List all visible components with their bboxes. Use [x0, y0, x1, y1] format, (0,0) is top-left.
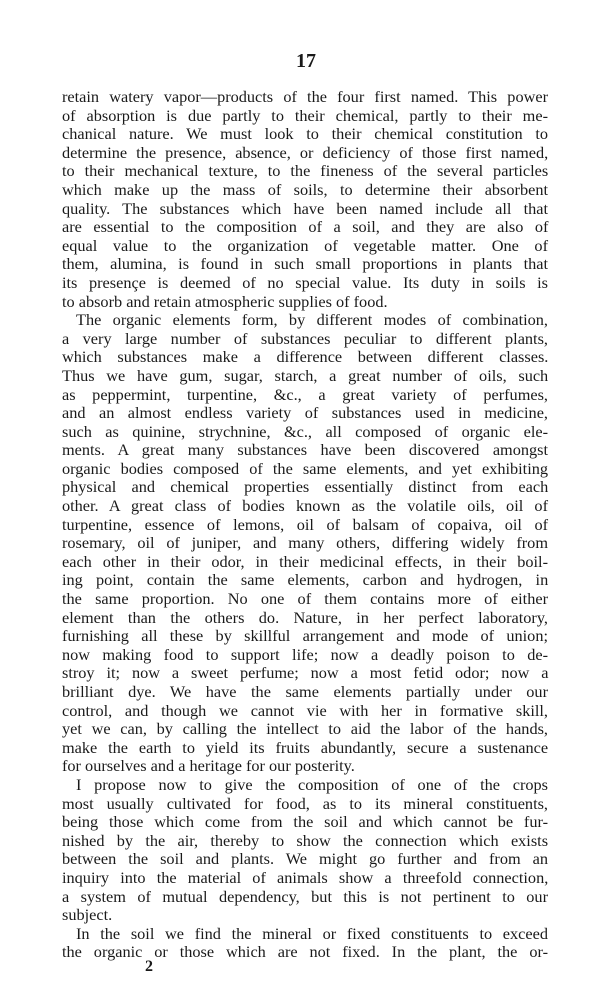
text-line: The organic elements form, by different modes of combination,	[76, 310, 548, 330]
text-line: now making food to support life; now a deadly poison to de-	[62, 644, 548, 664]
text-line: quality. The substances which have been named include all that	[62, 198, 548, 218]
text-line: rosemary, oil of juniper, and many others, differing widely from	[62, 533, 548, 553]
text-line: yet we can, by calling the intellect to aid the labor of the hands,	[62, 719, 548, 739]
text-line: a system of mutual dependency, but this is not pertinent to our	[62, 886, 548, 906]
text-line: element than the others do. Nature, in her perfect laboratory,	[62, 607, 548, 627]
text-line: to their mechanical texture, to the fineness of the several particles	[62, 161, 549, 181]
page-number: 17	[296, 50, 316, 72]
text-line: as peppermint, turpentine, &c., a great variety of perfumes,	[62, 384, 548, 404]
text-line: subject.	[62, 905, 113, 925]
text-line: ments. A great many substances have been discovered amongst	[62, 440, 548, 460]
text-line: which make up the mass of soils, to determine their absorbent	[62, 179, 548, 199]
text-line: which substances make a difference between different classes.	[62, 347, 549, 367]
text-line: each other in their odor, in their medicinal effects, in their boil-	[62, 551, 548, 571]
text-line: retain watery vapor—products of the four first named. This power	[62, 87, 548, 106]
text-line: inquiry into the material of animals show a threefold connection,	[62, 867, 549, 887]
text-line: turpentine, essence of lemons, oil of balsam of copaiva, oil of	[62, 514, 549, 534]
text-line: chanical nature. We must look to their chemical constitution to	[62, 124, 548, 144]
paragraph	[62, 88, 548, 311]
text-line: equal value to the organization of vegetable matter. One of	[62, 235, 548, 255]
text-line: and an almost endless variety of substances used in medicine,	[62, 403, 548, 423]
text-line: furnishing all these by skillful arrangement and mode of union;	[62, 626, 548, 646]
text-line: make the earth to yield its fruits abundantly, secure a sustenance	[62, 737, 549, 757]
text-line: Thus we have gum, sugar, starch, a great number of oils, such	[62, 365, 549, 385]
text-line: nished by the air, thereby to show the connection which exists	[62, 830, 549, 850]
text-line: for ourselves and a heritage for our posterity.	[62, 756, 355, 776]
text-line: determine the presence, absence, or deficiency of those first named,	[62, 142, 549, 162]
text-line: such as quinine, strychnine, &c., all composed of organic ele-	[62, 421, 548, 441]
text-line: brilliant dye. We have the same elements partially under our	[62, 682, 548, 701]
text-line: being those which come from the soil and which cannot be fur-	[62, 812, 548, 832]
text-line: other. A great class of bodies known as the volatile oils, oil of	[62, 496, 548, 516]
text-line: most usually cultivated for food, as to its mineral constituents,	[62, 793, 548, 813]
text-line: ing point, contain the same elements, carbon and hydrogen, in	[62, 570, 549, 590]
text-line: control, and though we cannot vie with her in formative skill,	[62, 700, 548, 720]
paragraph	[62, 776, 548, 925]
body-text	[62, 88, 548, 962]
paragraph	[62, 925, 548, 962]
text-line: a very large number of substances peculiar to different plants,	[62, 328, 548, 348]
text-line: the same proportion. No one of them contains more of either	[62, 589, 548, 609]
text-line: of absorption is due partly to their chemical, partly to their me-	[62, 105, 548, 125]
text-line: physical and chemical properties essentially distinct from each	[62, 477, 549, 497]
text-line: I propose now to give the composition of one of the crops	[76, 774, 548, 794]
paragraph	[62, 311, 548, 776]
text-line: to absorb and retain atmospheric supplies of food.	[62, 291, 388, 311]
text-line: In the soil we find the mineral or fixed constituents to exceed	[76, 923, 548, 943]
text-line: stroy it; now a sweet perfume; now a most fetid odor; now a	[62, 663, 549, 683]
text-line: are essential to the composition of a soil, and they are also of	[62, 217, 549, 237]
signature-mark: 2	[145, 958, 153, 975]
text-line: them, alumina, is found in such small proportions in plants that	[62, 254, 548, 274]
text-line: between the soil and plants. We might go further and from an	[62, 849, 548, 869]
text-line: organic bodies composed of the same elements, and yet exhibiting	[62, 458, 548, 478]
text-line: its presençe is deemed of no special value. Its duty in soils is	[62, 272, 548, 292]
text-line: the organic or those which are not fixed. In the plant, the or-	[62, 942, 548, 962]
